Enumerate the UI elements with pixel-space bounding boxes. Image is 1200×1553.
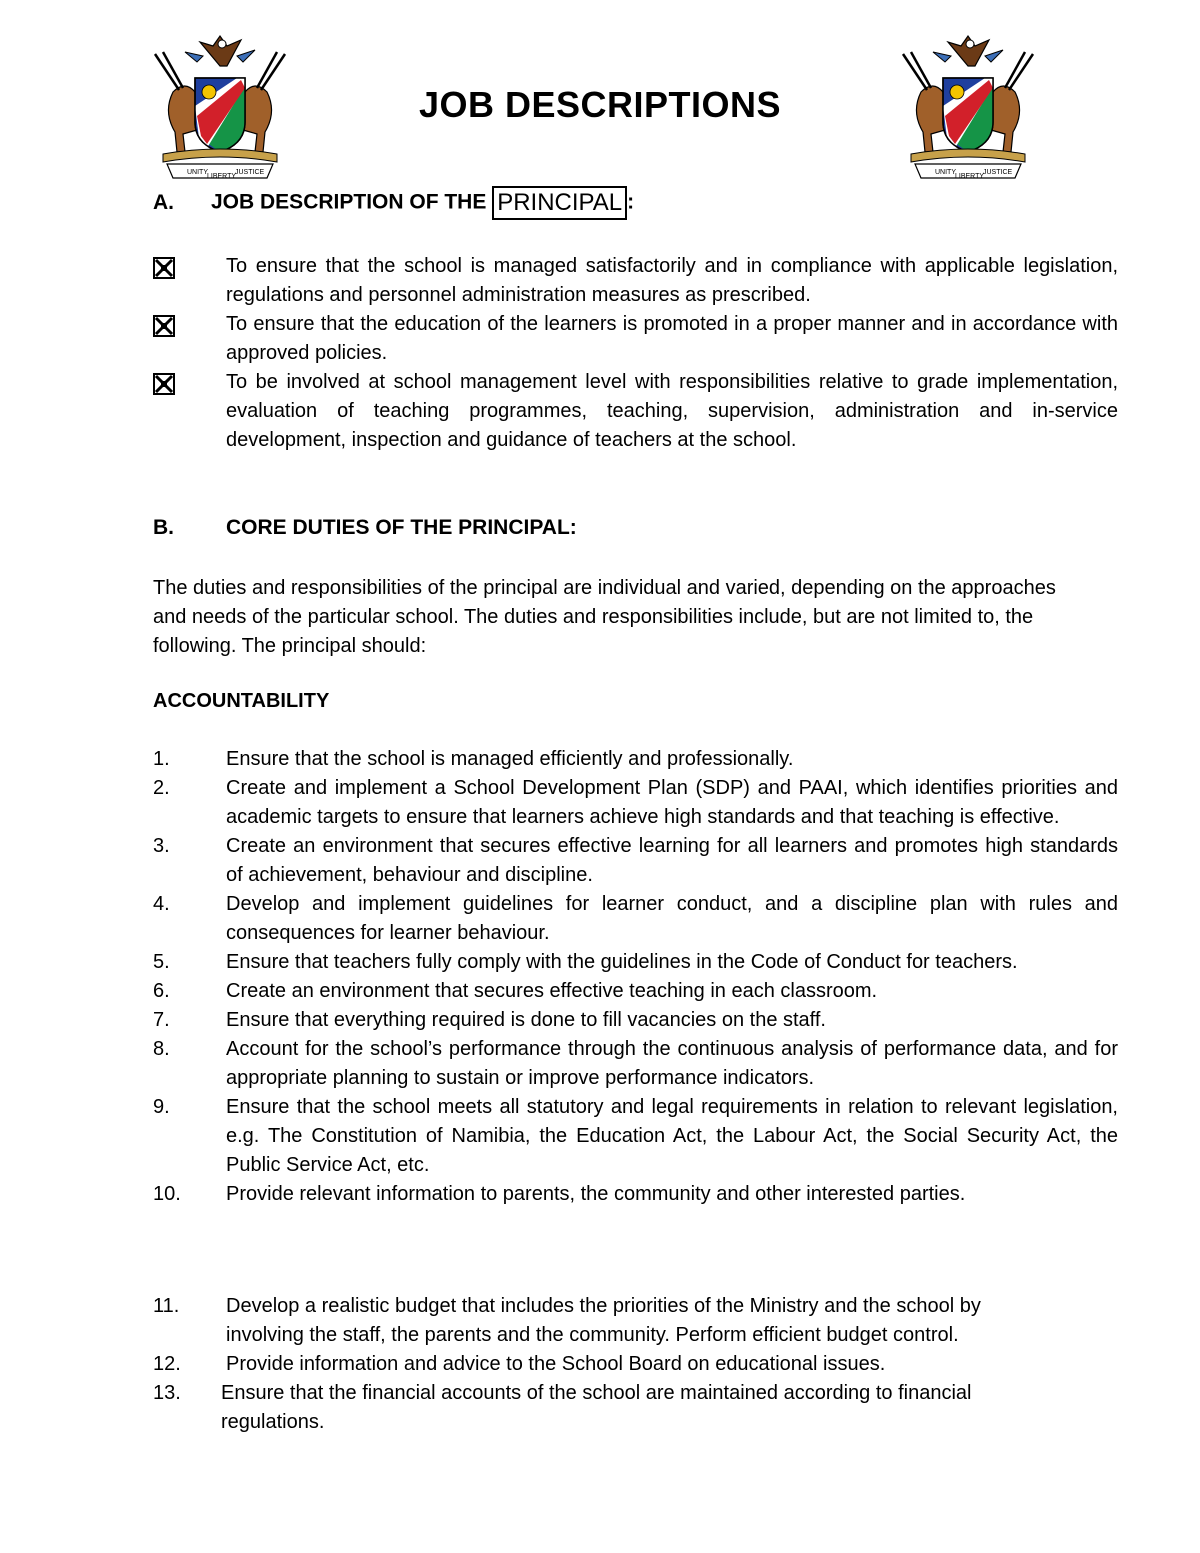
item-text: Create an environment that secures effective teaching in each classroom.	[226, 980, 878, 1002]
checkered-bullet-icon	[153, 373, 175, 395]
list-item	[153, 948, 1118, 977]
list-item	[153, 745, 1118, 774]
item-number: 6.	[153, 980, 170, 1002]
item-number: 12.	[153, 1353, 181, 1375]
list-item	[153, 1379, 1013, 1437]
section-a-heading	[153, 186, 634, 220]
motto-justice: JUSTICE	[235, 169, 265, 176]
bullet-text: To ensure that the education of the learners is promoted in a proper manner and in accordance with approved policies.	[226, 313, 1118, 364]
list-item	[153, 1350, 1013, 1379]
motto-unity: UNITY	[935, 169, 956, 176]
list-item	[153, 774, 1118, 832]
section-b-heading-text: CORE DUTIES OF THE PRINCIPAL:	[226, 516, 577, 539]
item-number: 11.	[153, 1295, 180, 1317]
motto-liberty: LIBERTY	[955, 173, 985, 180]
list-item	[153, 1292, 1013, 1350]
section-b-intro: The duties and responsibilities of the principal are individual and varied, depending on the approaches and needs of the particular school. The duties and responsibilities include, but are not limited to, the following. The principal should:	[153, 577, 1056, 657]
bullet-text: To ensure that the school is managed satisfactorily and in compliance with applicable legislation, regulations and personnel administration measures as prescribed.	[226, 255, 1118, 306]
checkered-bullet-icon	[153, 257, 175, 279]
accountability-list-continued	[153, 1292, 1013, 1437]
item-text: Develop and implement guidelines for learner conduct, and a discipline plan with rules and consequences for learner behaviour.	[226, 893, 1118, 944]
section-a-heading-prefix: JOB DESCRIPTION OF THE	[211, 190, 493, 214]
section-b-letter: B.	[153, 516, 174, 539]
bullet-text: To be involved at school management level with responsibilities relative to grade implementation, evaluation of teaching programmes, teaching, supervision, administration and in-service development, inspection and guidance of teachers at the school.	[226, 371, 1118, 451]
motto-justice: JUSTICE	[983, 169, 1013, 176]
item-number: 8.	[153, 1038, 170, 1060]
checkered-bullet-icon	[153, 315, 175, 337]
motto-liberty: LIBERTY	[207, 173, 237, 180]
list-item	[153, 1093, 1118, 1180]
item-text: Provide information and advice to the School Board on educational issues.	[226, 1353, 886, 1375]
list-item	[153, 977, 1118, 1006]
item-text: Ensure that the school meets all statutory and legal requirements in relation to relevant legislation, e.g. The Constitution of Namibia, the Education Act, the Labour Act, the Social Security Act, the Public Service Act, etc.	[226, 1096, 1118, 1176]
item-text: Account for the school’s performance through the continuous analysis of performance data, and for appropriate planning to sustain or improve performance indicators.	[226, 1038, 1118, 1089]
accountability-list	[153, 745, 1118, 1209]
section-a-heading-suffix: :	[627, 190, 635, 214]
item-text: Create and implement a School Development Plan (SDP) and PAAI, which identifies priorities and academic targets to ensure that learners achieve high standards and that teaching is effective.	[226, 777, 1118, 828]
list-item	[153, 368, 1118, 455]
item-text: Develop a realistic budget that includes the priorities of the Ministry and the school by involving the staff, the parents and the community. Perform efficient budget control.	[226, 1295, 981, 1346]
list-item	[153, 1180, 1118, 1209]
item-number: 7.	[153, 1009, 170, 1031]
item-text: Provide relevant information to parents, the community and other interested parties.	[226, 1183, 966, 1205]
item-text: Ensure that teachers fully comply with the guidelines in the Code of Conduct for teachers.	[226, 951, 1018, 973]
item-text: Ensure that the financial accounts of the school are maintained according to financial regulations.	[221, 1382, 972, 1433]
item-number: 5.	[153, 951, 170, 973]
principal-boxed-word: PRINCIPAL	[492, 186, 627, 220]
item-number: 13.	[153, 1382, 181, 1404]
section-a-letter: A.	[153, 190, 174, 214]
motto-unity: UNITY	[187, 169, 208, 176]
list-item	[153, 890, 1118, 948]
section-b-heading	[153, 516, 577, 540]
accountability-heading: ACCOUNTABILITY	[153, 690, 330, 712]
item-number: 2.	[153, 777, 170, 799]
item-text: Ensure that everything required is done to fill vacancies on the staff.	[226, 1009, 826, 1031]
item-number: 10.	[153, 1183, 181, 1205]
list-item	[153, 252, 1118, 310]
item-text: Ensure that the school is managed efficiently and professionally.	[226, 748, 794, 770]
item-number: 1.	[153, 748, 170, 770]
document-title: JOB DESCRIPTIONS	[418, 84, 782, 125]
list-item	[153, 1006, 1118, 1035]
item-number: 3.	[153, 835, 170, 857]
list-item	[153, 832, 1118, 890]
list-item	[153, 310, 1118, 368]
item-text: Create an environment that secures effective learning for all learners and promotes high standards of achievement, behaviour and discipline.	[226, 835, 1118, 886]
list-item	[153, 1035, 1118, 1093]
item-number: 4.	[153, 893, 170, 915]
section-a-bullet-list	[153, 252, 1118, 455]
item-number: 9.	[153, 1096, 170, 1118]
